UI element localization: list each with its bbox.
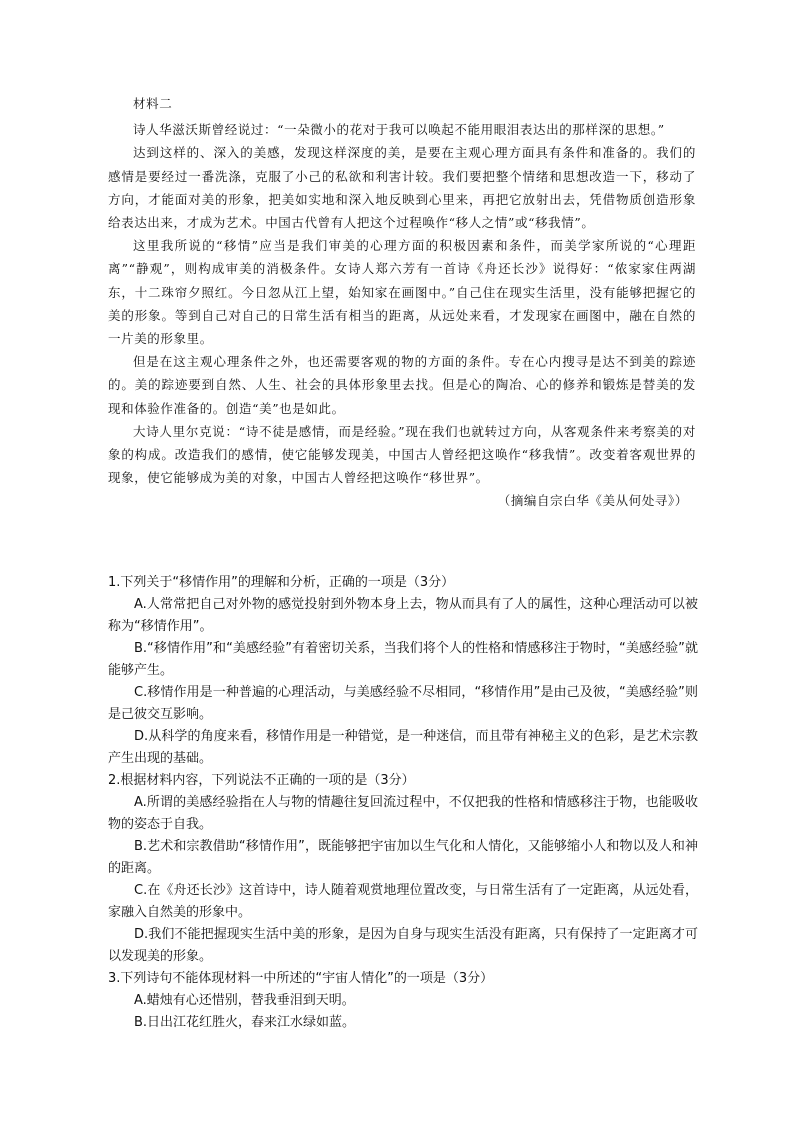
question-1 xyxy=(108,572,698,770)
question-stem: 2.根据材料内容，下列说法不正确的一项的是（3分） xyxy=(108,773,415,788)
option-c: C.在《舟还长沙》这首诗中，诗人随着观赏地理位置改变，与日常生活有了一定距离，从远处看，家融入自然美的形象中。 xyxy=(108,883,698,920)
question-stem: 1.下列关于“移情作用”的理解和分析，正确的一项是（3分） xyxy=(108,575,455,590)
question-2 xyxy=(108,770,698,968)
material-paragraph: 大诗人里尔克说：“诗不徒是感情，而是经验。”现在我们也就转过方向，从客观条件来考察美的对象的构成。改造我们的感情，使它能够发现美，中国古人曾经把这唤作“移我情”。改变着客观世界的现象，使它能够成为美的对象，中国古人曾经把这唤作“移世界”。 xyxy=(108,423,696,486)
material-paragraph: 诗人华滋沃斯曾经说过：“一朵微小的花对于我可以唤起不能用眼泪表达出的那样深的思想。” xyxy=(133,122,665,138)
questions-section xyxy=(108,572,698,1034)
option-d: D.我们不能把握现实生活中美的形象，是因为自身与现实生活没有距离，只有保持了一定距离才可以发现美的形象。 xyxy=(108,927,698,964)
option-b: B.“移情作用”和“美感经验”有着密切关系，当我们将个人的性格和情感移注于物时，“美感经验”就能够产生。 xyxy=(108,641,698,678)
question-stem: 3.下列诗句不能体现材料一中所述的“宇宙人情化”的一项是（3分） xyxy=(108,971,494,986)
option-a: A.所谓的美感经验指在人与物的情趣往复回流过程中，不仅把我的性格和情感移注于物，也能吸收物的姿态于自我。 xyxy=(108,795,698,832)
material-two-section xyxy=(108,92,696,513)
material-paragraph: 但是在这主观心理条件之外，也还需要客观的物的方面的条件。专在心内搜寻是达不到美的踪迹的。美的踪迹要到自然、人生、社会的具体形象里去找。但是心的陶冶、心的修养和锻炼是替美的发现和体验作准备的。创造“美”也是如此。 xyxy=(108,354,696,416)
option-b: B.艺术和宗教借助“移情作用”，既能够把宇宙加以生气化和人情化，又能够缩小人和物以及人和神的距离。 xyxy=(108,839,698,876)
option-b: B.日出江花红胜火，春来江水绿如蓝。 xyxy=(134,1015,356,1030)
material-paragraph: 这里我所说的“移情”应当是我们审美的心理方面的积极因素和条件，而美学家所说的“心理距离”“静观”，则构成审美的消极条件。女诗人郑六芳有一首诗《舟还长沙》说得好：“侬家家住两湖东，十二珠帘夕照红。今日忽从江上望，始知家在画图中。”自己住在现实生活里，没有能够把握它的美的形象。等到自己对自己的日常生活有相当的距离，从远处来看，才发现家在画图中，融在自然的一片美的形象里。 xyxy=(108,238,696,347)
material-heading: 材料二 xyxy=(133,96,173,111)
material-paragraph: 达到这样的、深入的美感，发现这样深度的美，是要在主观心理方面具有条件和准备的。我们的感情是要经过一番洗涤，克服了小己的私欲和利害计较。我们要把整个情绪和思想改造一下，移动了方向，才能面对美的形象，把美如实地和深入地反映到心里来，再把它放射出去，凭借物质创造形象给表达出来，才成为艺术。中国古代曾有人把这个过程唤作“移人之情”或“移我情”。 xyxy=(108,145,696,231)
option-a: A.人常常把自己对外物的感觉投射到外物本身上去，物从而具有了人的属性，这种心理活动可以被称为“移情作用”。 xyxy=(108,597,698,634)
option-c: C.移情作用是一种普遍的心理活动，与美感经验不尽相同，“移情作用”是由己及彼，“美感经验”则是己彼交互影响。 xyxy=(108,685,698,722)
option-d: D.从科学的角度来看，移情作用是一种错觉，是一种迷信，而且带有神秘主义的色彩，是艺术宗教产生出现的基础。 xyxy=(108,729,698,766)
material-source: （摘编自宗白华《美从何处寻》） xyxy=(497,493,688,509)
question-3 xyxy=(108,968,698,1034)
option-a: A.蜡烛有心还惜别，替我垂泪到天明。 xyxy=(134,993,355,1008)
